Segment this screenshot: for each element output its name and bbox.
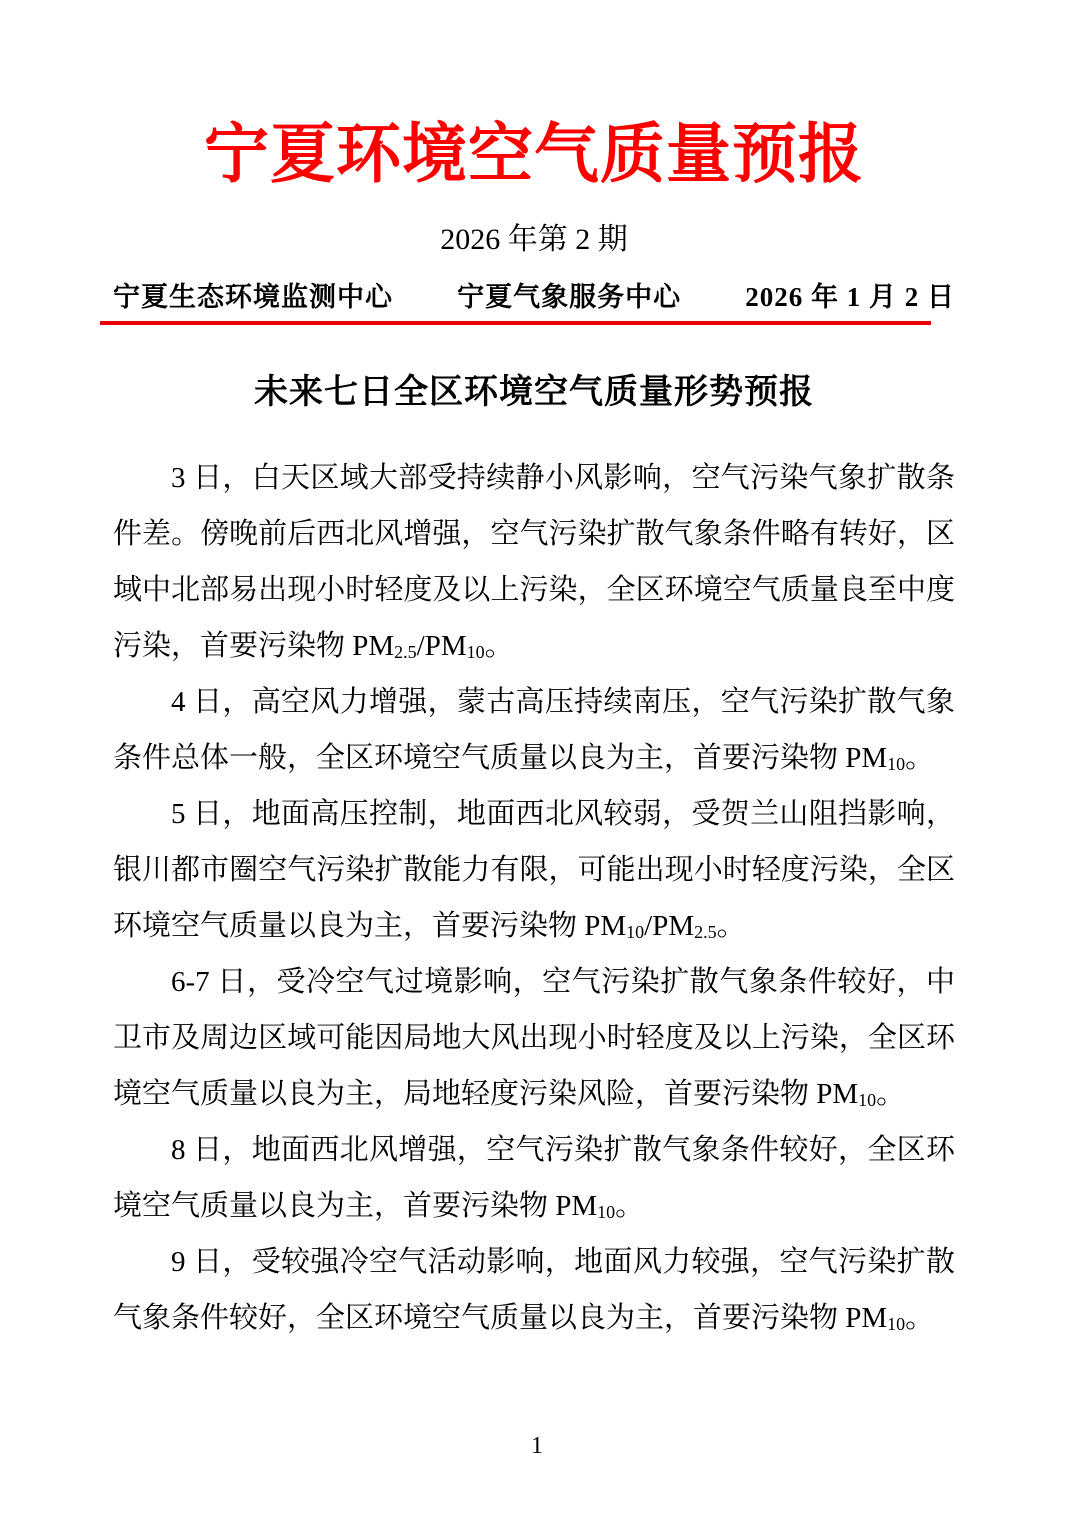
pollutant-subscript: 2.5 [694, 922, 717, 943]
section-title: 未来七日全区环境空气质量形势预报 [254, 373, 814, 412]
pollutant-subscript: 10 [887, 1314, 906, 1335]
pollutant-subscript: 2.5 [394, 642, 417, 663]
forecast-paragraph: 8 日，地面西北风增强，空气污染扩散气象条件较好，全区环境空气质量以良为主，首要污染物 $PM_{10}$。 [113, 1134, 955, 1223]
masthead [113, 281, 955, 315]
forecast-paragraph: 6-7 日，受冷空气过境影响，空气污染扩散气象条件较好，中卫市及周边区域可能因局地大风出现小时轻度及以上污染，全区环境空气质量以良为主，局地轻度污染风险，首要污染物 $PM_{10}$。 [113, 966, 955, 1111]
forecast-paragraph: 4 日，高空风力增强，蒙古高压持续南压，空气污染扩散气象条件总体一般，全区环境空气质量以良为主，首要污染物 $PM_{10}$。 [113, 686, 955, 775]
forecast-paragraph: 3 日，白天区域大部受持续静小风影响，空气污染气象扩散条件差。傍晚前后西北风增强，空气污染扩散气象条件略有转好，区域中北部易出现小时轻度及以上污染，全区环境空气质量良至中度污染，首要污染物 $PM_{2.5}/PM_{10}$。 [113, 462, 955, 663]
pollutant-subscript: 10 [626, 922, 645, 943]
issuing-org-meteorological-center: 宁夏气象服务中心 [457, 282, 682, 313]
pollutant-subscript: 10 [887, 754, 906, 775]
pollutant-subscript: 10 [466, 642, 485, 663]
issue-number: 2026 年第 2 期 [440, 223, 628, 257]
issuing-org-monitoring-center: 宁夏生态环境监测中心 [113, 282, 393, 313]
pollutant-subscript: 10 [858, 1090, 877, 1111]
red-divider-rule [100, 321, 931, 325]
document-title: 宁夏环境空气质量预报 [203, 119, 864, 191]
forecast-body [113, 450, 955, 1346]
issue-date: 2026 年 1 月 2 日 [745, 282, 955, 313]
forecast-paragraph: 9 日，受较强冷空气活动影响，地面风力较强，空气污染扩散气象条件较好，全区环境空气质量以良为主，首要污染物 $PM_{10}$。 [113, 1246, 955, 1335]
page-number: 1 [531, 1433, 543, 1459]
pollutant-subscript: 10 [597, 1202, 616, 1223]
forecast-paragraph: 5 日，地面高压控制，地面西北风较弱，受贺兰山阻挡影响，银川都市圈空气污染扩散能力有限，可能出现小时轻度污染，全区环境空气质量以良为主，首要污染物 $PM_{10}/PM_{2.5}$。 [113, 798, 955, 943]
